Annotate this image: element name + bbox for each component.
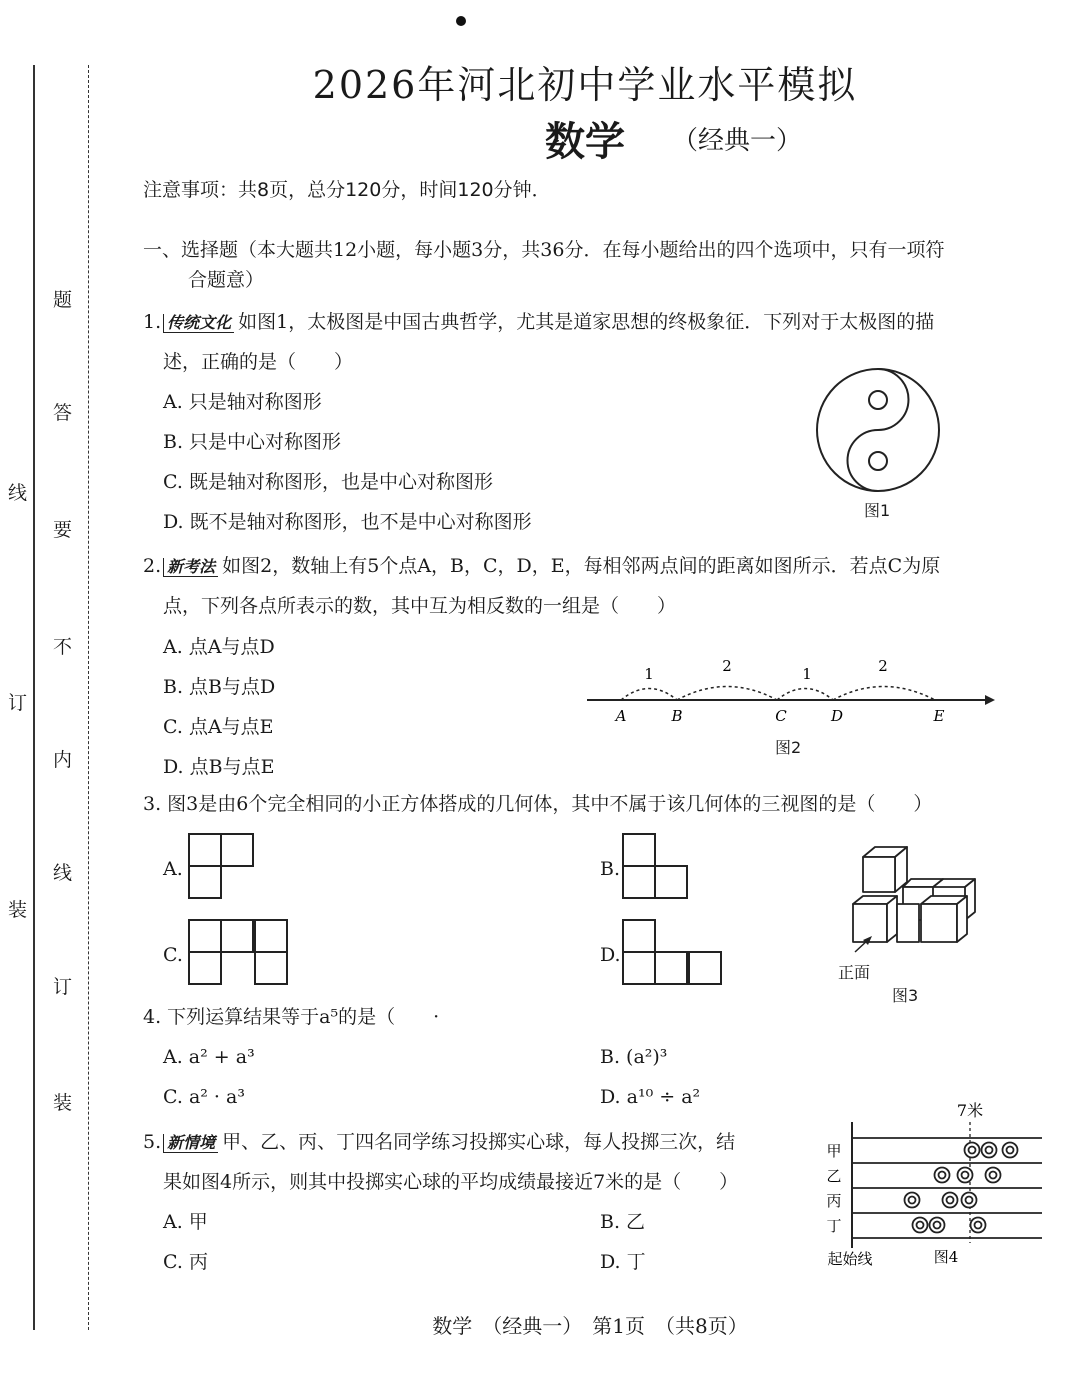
q1-option-c: C. 既是轴对称图形，也是中心对称图形 bbox=[163, 471, 493, 493]
q2-number: 2. bbox=[143, 555, 162, 577]
q2-text: 如图2，数轴上有5个点A，B，C，D，E，每相邻两点间的距离如图所示．若点C为原 bbox=[222, 555, 941, 577]
subject-title: 数学 bbox=[545, 118, 625, 165]
shot-put-figure bbox=[820, 1098, 1050, 1273]
q3-option-c-label: C. bbox=[163, 944, 183, 966]
q4-option-b: B. (a²)³ bbox=[600, 1046, 668, 1068]
q5-tag: 新情境 bbox=[163, 1134, 218, 1153]
row-label-yi: 乙 bbox=[826, 1167, 842, 1185]
inner-margin-char: 订 bbox=[53, 976, 73, 998]
q4-option-d: D. a¹⁰ ÷ a² bbox=[600, 1086, 701, 1108]
number-line-figure bbox=[585, 655, 995, 730]
q3-option-c-view bbox=[188, 919, 290, 987]
q5-option-d: D. 丁 bbox=[600, 1251, 646, 1273]
q3-option-d-view bbox=[622, 919, 726, 987]
row-label-jia: 甲 bbox=[826, 1142, 842, 1160]
q5-option-b: B. 乙 bbox=[600, 1211, 646, 1233]
q1-option-a: A. 只是轴对称图形 bbox=[163, 391, 322, 413]
view-cell bbox=[188, 865, 222, 899]
gap-label-ab: 1 bbox=[644, 665, 654, 683]
q2-option-b: B. 点B与点D bbox=[163, 676, 276, 698]
q4-stem: 4. 下列运算结果等于a⁵的是（ · bbox=[143, 1006, 440, 1028]
q3-stem: 3. 图3是由6个完全相同的小正方体搭成的几何体，其中不属于该几何体的三视图的是（ ） bbox=[143, 793, 933, 815]
view-cell bbox=[688, 951, 722, 985]
point-label-b: B bbox=[671, 707, 683, 725]
outer-margin-char: 装 bbox=[8, 899, 28, 921]
q3-option-b-label: B. bbox=[600, 858, 621, 880]
gap-label-bc: 2 bbox=[722, 657, 732, 675]
q2-stem-line2: 点，下列各点所表示的数，其中互为相反数的一组是（ ） bbox=[163, 595, 677, 617]
inner-margin-char: 不 bbox=[53, 636, 73, 658]
view-cell bbox=[622, 919, 656, 953]
outer-margin-line bbox=[33, 65, 35, 1330]
taiji-figure bbox=[815, 367, 941, 493]
point-label-e: E bbox=[933, 707, 945, 725]
q5-option-a: A. 甲 bbox=[163, 1211, 208, 1233]
front-label: 正面 bbox=[838, 963, 871, 982]
inner-margin-char: 答 bbox=[53, 402, 73, 424]
section-heading: 一、选择题（本大题共12小题，每小题3分，共36分．在每小题给出的四个选项中，只有一项符 bbox=[143, 239, 945, 261]
view-cell bbox=[220, 833, 254, 867]
q3-option-b-view bbox=[622, 833, 690, 901]
q5-number: 5. bbox=[143, 1131, 162, 1153]
q5-text: 甲、乙、丙、丁四名同学练习投掷实心球，每人投掷三次，结 bbox=[222, 1131, 736, 1153]
q2-tag: 新考法 bbox=[163, 558, 218, 577]
print-dot bbox=[456, 16, 466, 26]
view-cell bbox=[188, 833, 222, 867]
inner-margin-char: 装 bbox=[53, 1092, 73, 1114]
section-heading-cont: 合题意） bbox=[188, 269, 265, 291]
q1-text: 如图1，太极图是中国古典哲学，尤其是道家思想的终极象征．下列对于太极图的描 bbox=[238, 311, 935, 333]
q1-stem-line2: 述，正确的是（ ） bbox=[163, 351, 354, 373]
fig1-caption: 图1 bbox=[864, 501, 891, 520]
view-cell bbox=[622, 951, 656, 985]
q2-stem-line1 bbox=[143, 554, 940, 578]
inner-margin-char: 线 bbox=[53, 862, 73, 884]
view-cell bbox=[654, 951, 688, 985]
point-label-d: D bbox=[830, 707, 844, 725]
start-line-label: 起始线 bbox=[827, 1250, 873, 1268]
outer-margin-char: 订 bbox=[8, 692, 28, 714]
q1-stem-line1 bbox=[143, 310, 934, 334]
fig2-caption: 图2 bbox=[775, 738, 802, 757]
outer-margin-char: 线 bbox=[8, 482, 28, 504]
q5-option-c: C. 丙 bbox=[163, 1251, 208, 1273]
inner-margin-char: 内 bbox=[53, 749, 73, 771]
q3-option-a-label: A. bbox=[163, 858, 183, 880]
view-cell bbox=[622, 865, 656, 899]
view-cell bbox=[254, 951, 288, 985]
q3-option-d-label: D. bbox=[600, 944, 621, 966]
inner-margin-char: 要 bbox=[53, 519, 73, 541]
q2-option-a: A. 点A与点D bbox=[163, 636, 275, 658]
q1-number: 1. bbox=[143, 311, 162, 333]
q2-option-d: D. 点B与点E bbox=[163, 756, 275, 778]
view-cell bbox=[654, 865, 688, 899]
gap-label-cd: 1 bbox=[802, 665, 812, 683]
q3-option-a-view bbox=[188, 833, 256, 901]
exam-notice: 注意事项：共8页，总分120分，时间120分钟． bbox=[143, 179, 551, 201]
q1-option-b: B. 只是中心对称图形 bbox=[163, 431, 342, 453]
row-label-ding: 丁 bbox=[826, 1217, 842, 1235]
q5-stem-line1 bbox=[143, 1130, 735, 1154]
view-cell bbox=[220, 919, 254, 953]
inner-margin-line bbox=[88, 65, 89, 1330]
view-cell bbox=[188, 919, 222, 953]
cube-assembly-figure bbox=[845, 842, 985, 972]
gap-label-de: 2 bbox=[878, 657, 888, 675]
page-footer: 数学 （经典一） 第1页 （共8页） bbox=[432, 1314, 748, 1338]
q4-option-a: A. a² + a³ bbox=[163, 1046, 255, 1068]
q5-stem-line2: 果如图4所示，则其中投掷实心球的平均成绩最接近7米的是（ ） bbox=[163, 1171, 739, 1193]
fig4-caption: 图4 bbox=[933, 1248, 959, 1266]
edition-label: （经典一） bbox=[672, 126, 803, 156]
fig3-caption: 图3 bbox=[892, 986, 919, 1005]
view-cell bbox=[188, 951, 222, 985]
q4-option-c: C. a² · a³ bbox=[163, 1086, 245, 1108]
view-cell bbox=[254, 919, 288, 953]
q1-tag: 传统文化 bbox=[163, 314, 234, 333]
q1-option-d: D. 既不是轴对称图形，也不是中心对称图形 bbox=[163, 511, 532, 533]
q2-option-c: C. 点A与点E bbox=[163, 716, 274, 738]
point-label-c: C bbox=[775, 707, 787, 725]
point-label-a: A bbox=[615, 707, 627, 725]
view-cell bbox=[622, 833, 656, 867]
exam-title: 2026年河北初中学业水平模拟 bbox=[312, 63, 858, 107]
seven-meter-label: 7米 bbox=[956, 1101, 984, 1120]
row-label-bing: 丙 bbox=[826, 1192, 842, 1210]
inner-margin-char: 题 bbox=[53, 289, 73, 311]
